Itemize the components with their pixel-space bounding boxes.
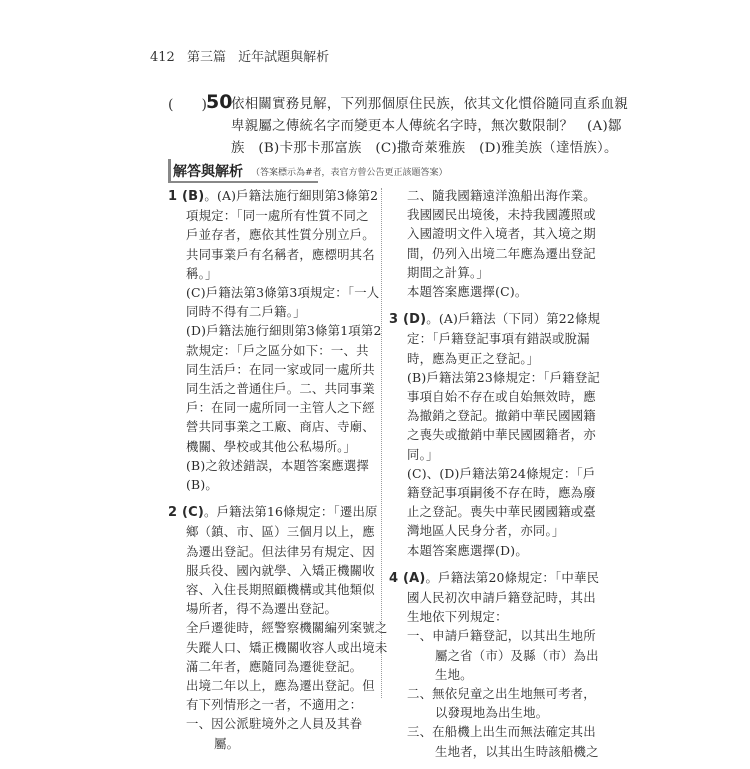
part-label: 第三篇 — [186, 50, 226, 65]
question-line: 依相關實務見解，下列那個原住民族，依其文化慣俗隨同直系血親 — [231, 97, 629, 112]
answer-line: (B)。 — [186, 477, 218, 493]
answer-line: 止之登記。喪失中華民國國籍或臺 — [407, 504, 596, 520]
answers-note: （答案標示為#者，表官方曾公告更正該題答案） — [251, 168, 448, 178]
answer-line: 間，仍列入出境二年應為遷出登記 — [407, 245, 596, 261]
question-line: 族 (B)卡那卡那富族 (C)撒奇萊雅族 (D)雅美族（達悟族）。 — [231, 141, 618, 156]
answer-line: 為遷出登記。但法律另有規定、因 — [186, 543, 375, 559]
answer-line: 同生活之普通住戶。二、共同事業 — [186, 381, 375, 397]
answer-line: 我國國民出境後，未持我國護照或 — [407, 207, 596, 223]
answer-line: 機關、學校或其他公私場所。」 — [186, 438, 357, 454]
answer-line: 同時不得有二戶籍。」 — [186, 304, 306, 320]
answer-line: 有下列情形之一者，不適用之： — [186, 697, 363, 713]
answer-line: (B)之敘述錯誤，本題答案應選擇 — [186, 457, 370, 473]
section-title: 近年試題與解析 — [238, 50, 330, 65]
answer-line: 戶並存者，應依其性質分別立戶。 — [186, 227, 375, 243]
answer-4 — [389, 568, 600, 761]
answer-line: 容、入住長期照顧機構或其他類似 — [186, 582, 375, 598]
answer-number: 3 (D) — [389, 312, 427, 328]
answer-line: 屬。 — [214, 735, 240, 751]
answer-blank: ( ) — [168, 97, 207, 113]
running-header — [150, 46, 337, 65]
answer-line: 。(A)戶籍法施行細則第3條第2 — [204, 188, 379, 203]
answer-line: 國人民初次申請戶籍登記時，其出 — [407, 590, 596, 606]
answer-number: 2 (C) — [168, 505, 204, 521]
question-text — [231, 94, 629, 160]
page-number: 412 — [150, 50, 175, 65]
answer-line: 營共同事業之工廠、商店、寺廟、 — [186, 419, 375, 435]
answer-line: (D)戶籍法施行細則第3條第1項第2 — [186, 323, 382, 339]
question-line: 卑親屬之傳統名字而變更本人傳統名字時，無次數限制？ (A)鄒 — [231, 119, 622, 134]
answer-line: 二、隨我國籍遠洋漁船出海作業。 — [407, 188, 596, 203]
answer-line: 時，應為更正之登記。」 — [407, 350, 540, 366]
answer-line: 本題答案應選擇(C)。 — [407, 284, 528, 300]
header-accent-bar — [168, 159, 171, 181]
answer-3 — [389, 309, 601, 560]
answer-line: 期間之計算。」 — [407, 264, 489, 280]
answer-line: (B)戶籍法第23條規定：「戶籍登記 — [407, 369, 601, 385]
answer-line: 三、在船機上出生而無法確定其出 — [407, 724, 596, 740]
answer-line: 滿二年者，應隨同為遷徙登記。 — [186, 658, 363, 674]
answer-line: 灣地區人民身分者，亦同。」 — [407, 523, 565, 539]
answer-line: 本題答案應選擇(D)。 — [407, 542, 528, 558]
answer-line: (C)戶籍法第3條第3項規定：「一人 — [186, 285, 380, 301]
answer-number: 4 (A) — [389, 570, 426, 586]
answer-line: 同生活戶：在同一家或同一處所共 — [186, 361, 375, 377]
answer-line: 入國證明文件入境者，其入境之期 — [407, 226, 596, 242]
answer-line: 出境二年以上，應為遷出登記。但 — [186, 678, 375, 694]
answer-line: 場所者，得不為遷出登記。 — [186, 601, 338, 617]
answer-line: 生地者，以其出生時該船機之 — [435, 743, 599, 759]
question-number: 50 — [206, 91, 233, 113]
answer-line: 。戶籍法第20條規定：「中華民 — [425, 569, 600, 585]
answer-line: 一、因公派駐境外之人員及其眷 — [186, 716, 363, 732]
answer-2-continued — [389, 186, 594, 301]
answer-line: 共同事業戶有名稱者，應標明其名 — [186, 246, 375, 262]
answer-line: 失蹤人口、矯正機關收容人或出境未 — [186, 639, 388, 655]
answer-line: 款規定：「戶之區分如下：一、共 — [186, 342, 369, 358]
answer-1 — [168, 186, 382, 494]
answer-line: 戶：在同一處所同一主管人之下經 — [186, 400, 375, 416]
answer-line: 一、申請戶籍登記，以其出生地所 — [407, 628, 596, 644]
answer-line: 定：「戶籍登記事項有錯誤或脫漏 — [407, 331, 590, 347]
answer-line: 。戶籍法第16條規定：「遷出原 — [204, 504, 378, 520]
answer-line: 稱。」 — [186, 265, 218, 281]
answer-line: 二、無依兒童之出生地無可考者， — [407, 686, 596, 702]
answer-line: 生地。 — [435, 666, 473, 682]
answer-line: 屬之省（市）及縣（市）為出 — [435, 647, 599, 663]
left-column — [168, 186, 388, 761]
answer-line: 。(A)戶籍法（下同）第22條規 — [426, 311, 601, 327]
answers-header — [168, 161, 588, 181]
answer-line: 以發現地為出生地。 — [435, 705, 549, 721]
answer-number: 1 (B) — [168, 189, 205, 204]
answer-line: 事項自始不存在或自始無效時，應 — [407, 389, 596, 405]
answer-line: 生地依下列規定： — [407, 609, 508, 625]
header-underline — [168, 181, 318, 183]
answer-line: 之喪失或撤銷中華民國國籍者，亦 — [407, 427, 596, 443]
answer-line: 為撤銷之登記。撤銷中華民國國籍 — [407, 408, 596, 424]
answer-line: 全戶遷徙時，經警察機關編列案號之 — [186, 620, 388, 636]
answer-line: 籍登記事項嗣後不存在時，應為廢 — [407, 485, 596, 501]
answers-title: 解答與解析 — [173, 164, 243, 180]
answer-line: (C)、(D)戶籍法第24條規定：「戶 — [407, 465, 596, 481]
right-column — [389, 186, 601, 769]
answer-line: 同。」 — [407, 446, 439, 462]
answer-2 — [168, 502, 388, 753]
answer-line: 服兵役、國內就學、入矯正機關收 — [186, 562, 375, 578]
answer-line: 鄉（鎮、市、區）三個月以上，應 — [186, 524, 375, 540]
answer-line: 項規定：「同一處所有性質不同之 — [186, 208, 369, 224]
